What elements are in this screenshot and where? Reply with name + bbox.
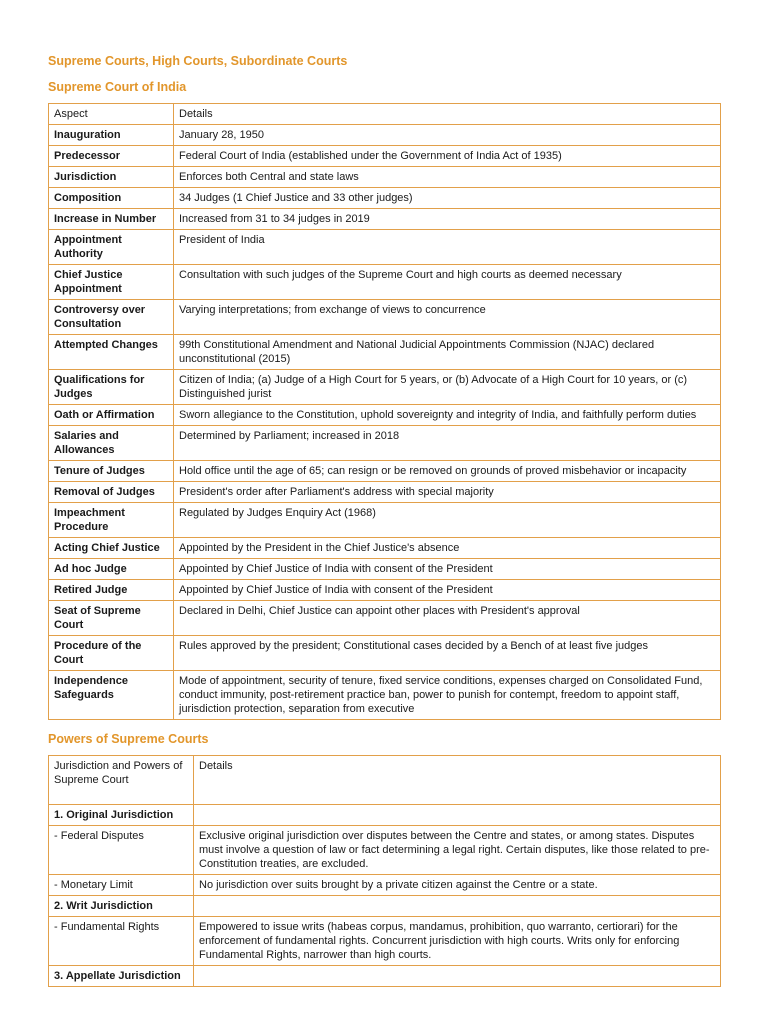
- table-row: [49, 671, 721, 720]
- column-header-jurisdiction: Jurisdiction and Powers of Supreme Court: [49, 756, 194, 805]
- row-aspect: Jurisdiction: [49, 167, 174, 188]
- row-details: January 28, 1950: [174, 125, 721, 146]
- table-row: [49, 146, 721, 167]
- row-details: Federal Court of India (established under the Government of India Act of 1935): [174, 146, 721, 167]
- row-aspect: Salaries and Allowances: [49, 426, 174, 461]
- row-details: 34 Judges (1 Chief Justice and 33 other judges): [174, 188, 721, 209]
- table-row: [49, 300, 721, 335]
- row-details: Sworn allegiance to the Constitution, uphold sovereignty and integrity of India, and faithfully perform duties: [174, 405, 721, 426]
- row-details: Empowered to issue writs (habeas corpus, mandamus, prohibition, quo warranto, certiorari) for the enforcement of fundamental rights. Concurrent jurisdiction with high courts. Writs only for enforcing Fundamental Rights, narrower than high courts.: [194, 917, 721, 966]
- section-title-supreme-court: Supreme Court of India: [48, 80, 187, 94]
- row-details: Exclusive original jurisdiction over disputes between the Centre and states, or among states. Disputes must involve a question of law or fact determining a legal right. Certain disputes, like those related to pre-Constitution treaties, are excluded.: [194, 826, 721, 875]
- row-details: Increased from 31 to 34 judges in 2019: [174, 209, 721, 230]
- row-aspect: Appointment Authority: [49, 230, 174, 265]
- row-details: [194, 966, 721, 987]
- section-title-powers: Powers of Supreme Courts: [48, 732, 209, 746]
- powers-table: [48, 755, 721, 987]
- table-row: [49, 125, 721, 146]
- table-row: [49, 461, 721, 482]
- row-aspect: Removal of Judges: [49, 482, 174, 503]
- row-details: Regulated by Judges Enquiry Act (1968): [174, 503, 721, 538]
- row-aspect: Inauguration: [49, 125, 174, 146]
- row-aspect: Chief Justice Appointment: [49, 265, 174, 300]
- row-details: Rules approved by the president; Constitutional cases decided by a Bench of at least five judges: [174, 636, 721, 671]
- row-details: Appointed by Chief Justice of India with consent of the President: [174, 559, 721, 580]
- table-row: [49, 875, 721, 896]
- row-aspect: Increase in Number: [49, 209, 174, 230]
- table-row: [49, 335, 721, 370]
- table-header-row: [49, 756, 721, 805]
- row-jurisdiction: 1. Original Jurisdiction: [49, 805, 194, 826]
- table-row: [49, 426, 721, 461]
- row-details: Consultation with such judges of the Supreme Court and high courts as deemed necessary: [174, 265, 721, 300]
- row-details: 99th Constitutional Amendment and National Judicial Appointments Commission (NJAC) declared unconstitutional (2015): [174, 335, 721, 370]
- row-aspect: Oath or Affirmation: [49, 405, 174, 426]
- table-row: [49, 503, 721, 538]
- column-header-details: Details: [174, 104, 721, 125]
- row-details: President's order after Parliament's address with special majority: [174, 482, 721, 503]
- row-aspect: Acting Chief Justice: [49, 538, 174, 559]
- section-row: [49, 896, 721, 917]
- table-row: [49, 370, 721, 405]
- table-row: [49, 167, 721, 188]
- row-details: Citizen of India; (a) Judge of a High Court for 5 years, or (b) Advocate of a High Court for 10 years, or (c) Distinguished jurist: [174, 370, 721, 405]
- table-row: [49, 538, 721, 559]
- row-jurisdiction: 2. Writ Jurisdiction: [49, 896, 194, 917]
- table-row: [49, 636, 721, 671]
- row-details: Appointed by the President in the Chief Justice's absence: [174, 538, 721, 559]
- row-details: Declared in Delhi, Chief Justice can appoint other places with President's approval: [174, 601, 721, 636]
- row-details: Appointed by Chief Justice of India with consent of the President: [174, 580, 721, 601]
- row-aspect: Ad hoc Judge: [49, 559, 174, 580]
- row-aspect: Attempted Changes: [49, 335, 174, 370]
- row-jurisdiction: 3. Appellate Jurisdiction: [49, 966, 194, 987]
- table-row: [49, 230, 721, 265]
- row-aspect: Retired Judge: [49, 580, 174, 601]
- row-aspect: Independence Safeguards: [49, 671, 174, 720]
- row-aspect: Predecessor: [49, 146, 174, 167]
- row-details: [194, 805, 721, 826]
- row-details: President of India: [174, 230, 721, 265]
- row-aspect: Seat of Supreme Court: [49, 601, 174, 636]
- table-row: [49, 559, 721, 580]
- row-aspect: Tenure of Judges: [49, 461, 174, 482]
- row-details: Hold office until the age of 65; can resign or be removed on grounds of proved misbehavior or incapacity: [174, 461, 721, 482]
- table-row: [49, 209, 721, 230]
- table-row: [49, 826, 721, 875]
- row-details: Enforces both Central and state laws: [174, 167, 721, 188]
- row-details: Mode of appointment, security of tenure, fixed service conditions, expenses charged on Consolidated Fund, conduct immunity, post-retirement practice ban, power to punish for contempt, freedom to appoint staff, jurisdiction protection, separation from executive: [174, 671, 721, 720]
- column-header-details: Details: [194, 756, 721, 805]
- row-details: Determined by Parliament; increased in 2018: [174, 426, 721, 461]
- table-row: [49, 188, 721, 209]
- section-row: [49, 805, 721, 826]
- row-details: No jurisdiction over suits brought by a private citizen against the Centre or a state.: [194, 875, 721, 896]
- table-row: [49, 917, 721, 966]
- section-row: [49, 966, 721, 987]
- row-jurisdiction: - Fundamental Rights: [49, 917, 194, 966]
- supreme-court-table: [48, 103, 721, 720]
- document-title: Supreme Courts, High Courts, Subordinate Courts: [48, 54, 348, 68]
- row-aspect: Composition: [49, 188, 174, 209]
- table-row: [49, 482, 721, 503]
- table-row: [49, 601, 721, 636]
- row-aspect: Impeachment Procedure: [49, 503, 174, 538]
- table-header-row: [49, 104, 721, 125]
- table-row: [49, 580, 721, 601]
- row-aspect: Qualifications for Judges: [49, 370, 174, 405]
- document-page: [48, 52, 721, 987]
- row-jurisdiction: - Monetary Limit: [49, 875, 194, 896]
- row-details: [194, 896, 721, 917]
- column-header-aspect: Aspect: [49, 104, 174, 125]
- row-details: Varying interpretations; from exchange of views to concurrence: [174, 300, 721, 335]
- row-jurisdiction: - Federal Disputes: [49, 826, 194, 875]
- row-aspect: Procedure of the Court: [49, 636, 174, 671]
- table-row: [49, 405, 721, 426]
- row-aspect: Controversy over Consultation: [49, 300, 174, 335]
- table-row: [49, 265, 721, 300]
